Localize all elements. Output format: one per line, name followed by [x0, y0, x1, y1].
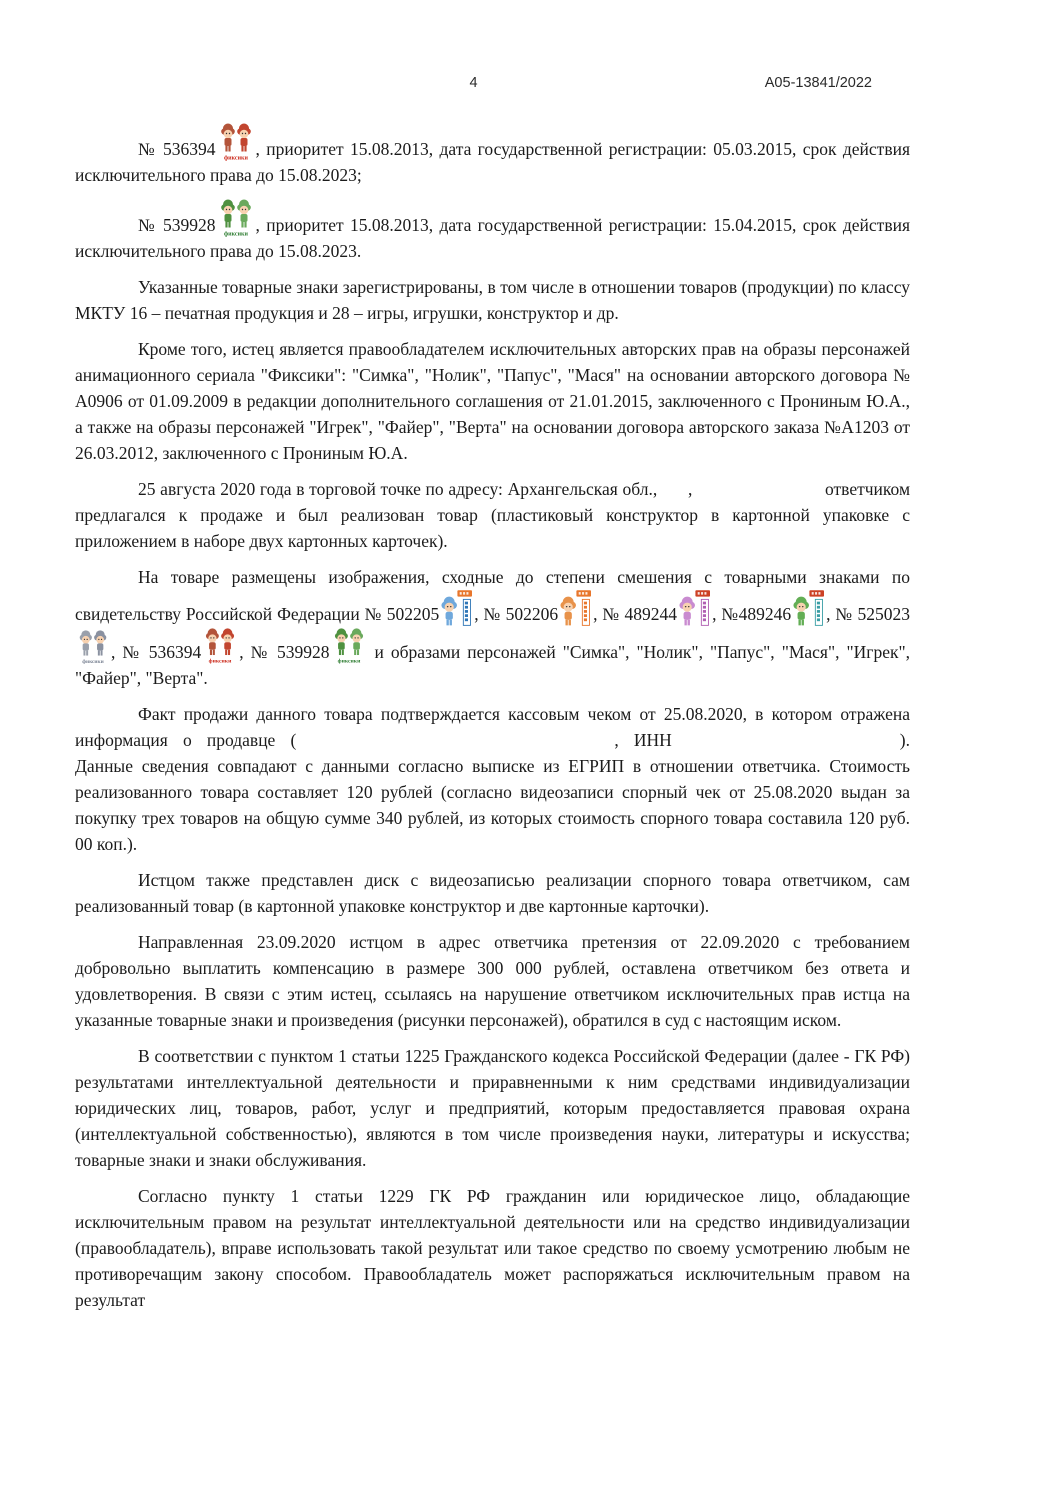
para-text: и образами персонажей "Симка", "Нолик", "Папус", "Мася", "Игрек", "Файер", "Верта". — [75, 642, 911, 688]
para-text: , №489246 — [712, 604, 792, 624]
para-text: ответчиком предлагался к продаже и был реализован товар (пластиковый конструктор в картонной упаковке с приложением в наборе двух картонных карточек). — [75, 479, 911, 551]
fixiki-pair-green-trademark-image — [218, 198, 254, 238]
fixik-green-trademark-image — [793, 590, 824, 627]
fixik-orange-trademark-image — [560, 590, 591, 627]
page-header — [75, 70, 910, 96]
para-trademark-images-list — [75, 564, 910, 691]
para-text: , приоритет 15.08.2013, дата государственной регистрации: 15.04.2015, срок действия исключительного права до 15.08.2023. — [75, 215, 910, 261]
fixiki-pair-red-trademark-image — [218, 122, 254, 162]
para-text: , № 525023 — [826, 604, 910, 624]
para-text: Факт продажи данного товара подтверждается кассовым чеком от 25.08.2020, в котором отражена информация о продавце ( — [75, 704, 910, 750]
para-law-article-1225: В соответствии с пунктом 1 статьи 1225 Гражданского кодекса Российской Федерации (далее - ГК РФ) результатами интеллектуальной деятельности и приравненными к ним средствами индивидуализации юридических лиц, товаров, работ, услуг и предприятий, которым предоставляется правовая охрана (интеллектуальной собственностью), являются в том числе произведения науки, литературы и искусства; товарные знаки и знаки обслуживания. — [75, 1046, 910, 1170]
case-number: А05-13841/2022 — [764, 75, 873, 91]
para-claim-letter: Направленная 23.09.2020 истцом в адрес ответчика претензия от 22.09.2020 с требованием добровольно выплатить компенсацию в размере 300 000 рублей, оставлена ответчиком без ответа и удовлетворения. В связи с этим истец, ссылаясь на нарушение ответчиком исключительных прав истца на указанные товарные знаки и произведения (рисунки персонажей), обратился в суд с настоящим иском. — [75, 932, 910, 1030]
para-text: На товаре размещены изображения, сходные до степени смешения с товарными знаками по свидетельству Российской Федерации № 502205 — [75, 567, 910, 624]
para-text: ). Данные сведения совпадают с данными согласно выписке из ЕГРИП в отношении ответчика. Стоимость реализованного товара составляет 120 рублей (согласно видеозаписи спорный чек от 25.08.2020 выдан за покупку трех товаров на общую сумме 340 рублей, из которых стоимость спорного товара составила 120 руб. 00 коп.). — [75, 730, 910, 854]
para-law-article-1229: Согласно пункту 1 статьи 1229 ГК РФ гражданин или юридическое лицо, обладающие исключительным правом на результат интеллектуальной деятельности или на средство индивидуализации (правообладатель), вправе использовать такой результат или такое средство по своему усмотрению любым не противоречащим закону способом. Правообладатель может распоряжаться исключительным правом на результат — [75, 1186, 910, 1310]
svg-text:фиксики: фиксики — [223, 231, 248, 238]
fixiki-pair-green-trademark-image — [332, 627, 366, 665]
redacted-gap — [296, 745, 614, 746]
para-text: , № 539928 — [239, 642, 330, 662]
redacted-gap — [662, 494, 688, 495]
para-text: , приоритет 15.08.2013, дата государственной регистрации: 05.03.2015, срок действия исключительного права до 15.08.2023; — [75, 139, 910, 185]
para-receipt-proof — [75, 701, 910, 857]
fixiki-pair-gray-trademark-image — [77, 629, 109, 665]
redacted-gap — [692, 494, 820, 495]
svg-text:фиксики: фиксики — [337, 658, 360, 665]
page-number: 4 — [469, 75, 478, 91]
para-text: , № 489244 — [593, 604, 678, 624]
para-trademarks-registered: Указанные товарные знаки зарегистрированы, в том числе в отношении товаров (продукции) по классу МКТУ 16 – печатная продукция и 28 – игры, игрушки, конструктор и др. — [75, 277, 910, 323]
para-text: , — [687, 479, 693, 499]
para-sale-event — [75, 476, 910, 554]
fixik-blue-trademark-image — [441, 590, 472, 627]
fixik-pink-trademark-image — [679, 590, 710, 627]
svg-text:фиксики: фиксики — [223, 155, 248, 162]
para-video-disc: Истцом также представлен диск с видеозаписью реализации спорного товара ответчиком, сам реализованный товар (в картонной упаковке конструктор и две картонные карточки). — [75, 870, 910, 916]
para-author-rights: Кроме того, истец является правообладателем исключительных авторских прав на образы персонажей анимационного сериала "Фиксики": "Симка", "Нолик", "Папус", "Мася" на основании авторского договора № А0906 от 01.09.2009 в редакции дополнительного соглашения от 21.01.2015, заключенного с Прониным Ю.А., а также на образы персонажей "Игрек", "Файер", "Верта" на основании договора авторского заказа №А1203 от 26.03.2012, заключенного с Прониным Ю.А. — [75, 339, 910, 463]
fixiki-pair-red-trademark-image — [203, 627, 237, 665]
svg-text:фиксики: фиксики — [208, 658, 232, 665]
para-text: , № 536394 — [111, 642, 202, 662]
para-text: № 539928 — [138, 215, 216, 235]
svg-text:фиксики: фиксики — [82, 658, 104, 665]
redacted-gap — [672, 745, 900, 746]
para-trademark-536394 — [75, 122, 910, 188]
para-trademark-539928 — [75, 198, 910, 264]
para-text: № 536394 — [138, 139, 216, 159]
para-text: , № 502206 — [474, 604, 559, 624]
para-text: , ИНН — [614, 730, 672, 750]
para-text: 25 августа 2020 года в торговой точке по адресу: Архангельская обл., — [138, 479, 658, 499]
